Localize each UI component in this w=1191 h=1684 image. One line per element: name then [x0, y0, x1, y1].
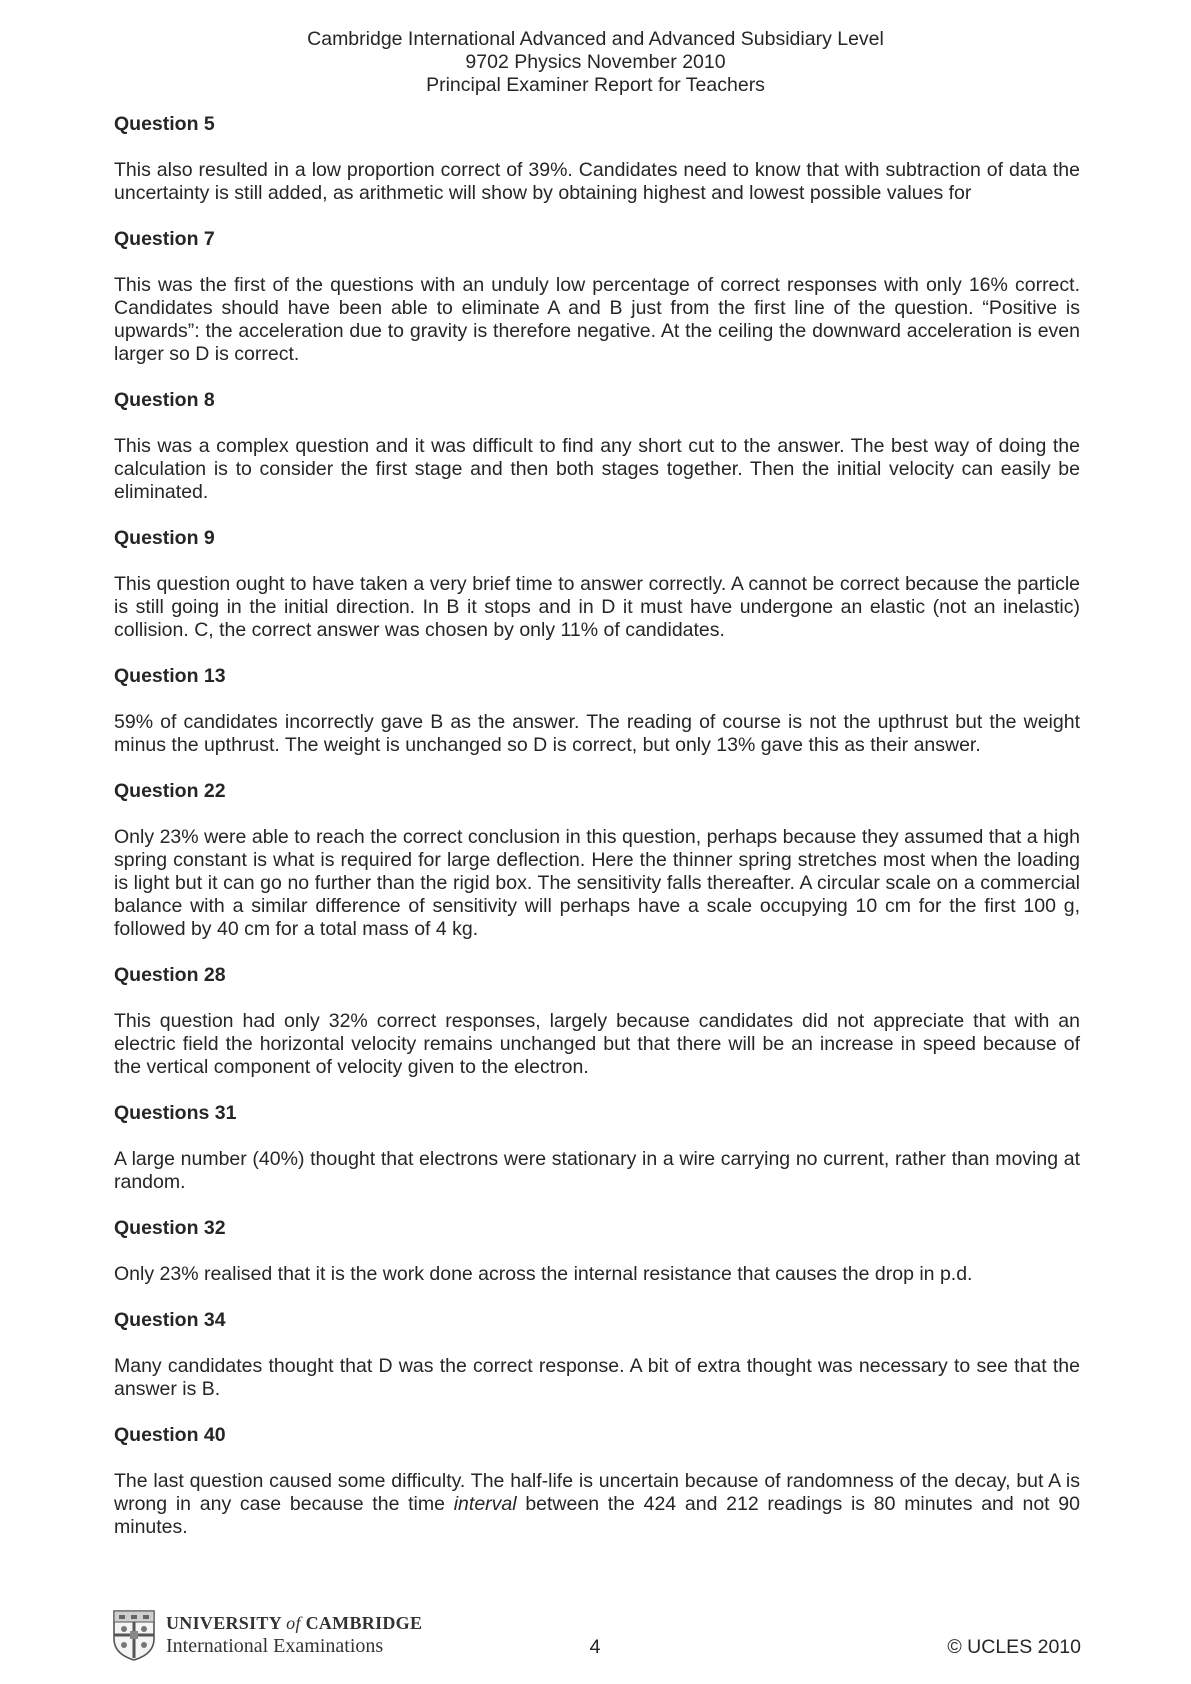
question-section: [114, 1309, 1080, 1401]
logo-examinations-name: International Examinations: [166, 1635, 384, 1657]
question-heading: Question 5: [114, 113, 215, 135]
question-section: [114, 527, 1080, 642]
question-text: A large number (40%) thought that electrons were stationary in a wire carrying no current, rather than moving at random.: [114, 1148, 1080, 1193]
question-section: [114, 228, 1080, 366]
question-heading: Question 32: [114, 1217, 226, 1239]
header-line-2: 9702 Physics November 2010: [465, 51, 726, 73]
emphasis-text: interval: [453, 1493, 517, 1515]
question-section: [114, 964, 1080, 1079]
question-text: This also resulted in a low proportion correct of 39%. Candidates need to know that with subtraction of data the uncertainty is still added, as arithmetic will show by obtaining highest and lowest possible values for: [114, 159, 1080, 204]
page-header: [0, 28, 1191, 97]
question-section: [114, 1217, 1080, 1286]
question-text: This question had only 32% correct responses, largely because candidates did not appreciate that with an electric field the horizontal velocity remains unchanged but that there will be an increase in speed because of the vertical component of velocity given to the electron.: [114, 1010, 1080, 1078]
logo-text-of: of: [286, 1613, 301, 1633]
report-body: [114, 113, 1080, 1562]
question-heading: Question 9: [114, 527, 215, 549]
question-section: [114, 113, 1080, 205]
cambridge-crest-icon: [112, 1609, 156, 1661]
question-heading: Question 28: [114, 964, 226, 986]
question-section: [114, 665, 1080, 757]
logo-text-part: UNIVERSITY: [166, 1613, 287, 1633]
logo-text-part: CAMBRIDGE: [300, 1613, 423, 1633]
question-section: [114, 1424, 1080, 1539]
question-heading: Question 34: [114, 1309, 226, 1331]
question-text: 59% of candidates incorrectly gave B as the answer. The reading of course is not the upthrust but the weight minus the upthrust. The weight is unchanged so D is correct, but only 13% gave this as their answer.: [114, 711, 1080, 756]
question-text: This was a complex question and it was difficult to find any short cut to the answer. The best way of doing the calculation is to consider the first stage and then both stages together. Then the initial velocity can easily be eliminated.: [114, 435, 1080, 503]
cambridge-logo: [112, 1609, 422, 1661]
question-text: Only 23% realised that it is the work done across the internal resistance that causes the drop in p.d.: [114, 1263, 973, 1285]
question-section: [114, 780, 1080, 941]
page-number: 4: [589, 1636, 601, 1658]
question-heading: Question 13: [114, 665, 226, 687]
question-heading: Question 22: [114, 780, 226, 802]
copyright-notice: © UCLES 2010: [947, 1636, 1081, 1658]
question-text: Many candidates thought that D was the correct response. A bit of extra thought was necessary to see that the answer is B.: [114, 1355, 1080, 1400]
question-heading: Question 40: [114, 1424, 226, 1446]
question-heading: Question 8: [114, 389, 215, 411]
question-text: Only 23% were able to reach the correct conclusion in this question, perhaps because they assumed that a high spring constant is what is required for large deflection. Here the thinner spring stretches most when the loading is light but it can go no further than the rigid box. The sensitivity falls thereafter. A circular scale on a commercial balance with a similar difference of sensitivity will perhaps have a scale occupying 10 cm for the first 100 g, followed by 40 cm for a total mass of 4 kg.: [114, 826, 1080, 940]
header-line-3: Principal Examiner Report for Teachers: [426, 74, 765, 96]
logo-university-name: [166, 1612, 422, 1635]
question-section: [114, 1102, 1080, 1194]
question-text: This was the first of the questions with an unduly low percentage of correct responses with only 16% correct. Candidates should have been able to eliminate A and B just from the first line of the question. “Positive is upwards”: the acceleration due to gravity is therefore negative. At the ceiling the downward acceleration is even larger so D is correct.: [114, 274, 1080, 365]
question-text: This question ought to have taken a very brief time to answer correctly. A cannot be correct because the particle is still going in the initial direction. In B it stops and in D it must have undergone an elastic (not an inelastic) collision. C, the correct answer was chosen by only 11% of candidates.: [114, 573, 1080, 641]
logo-text: [166, 1612, 422, 1658]
question-heading: Question 7: [114, 228, 215, 250]
question-text-part: The last question caused some difficulty. The half-life is uncertain because of randomness of the decay, but A is wrong in any case because the time: [114, 1470, 1080, 1515]
question-text: [114, 1470, 1080, 1539]
question-section: [114, 389, 1080, 504]
question-text-part: between the 424 and 212 readings is 80 minutes and not 90 minutes.: [114, 1493, 1080, 1538]
header-line-1: Cambridge International Advanced and Advanced Subsidiary Level: [307, 28, 884, 50]
question-heading: Questions 31: [114, 1102, 237, 1124]
